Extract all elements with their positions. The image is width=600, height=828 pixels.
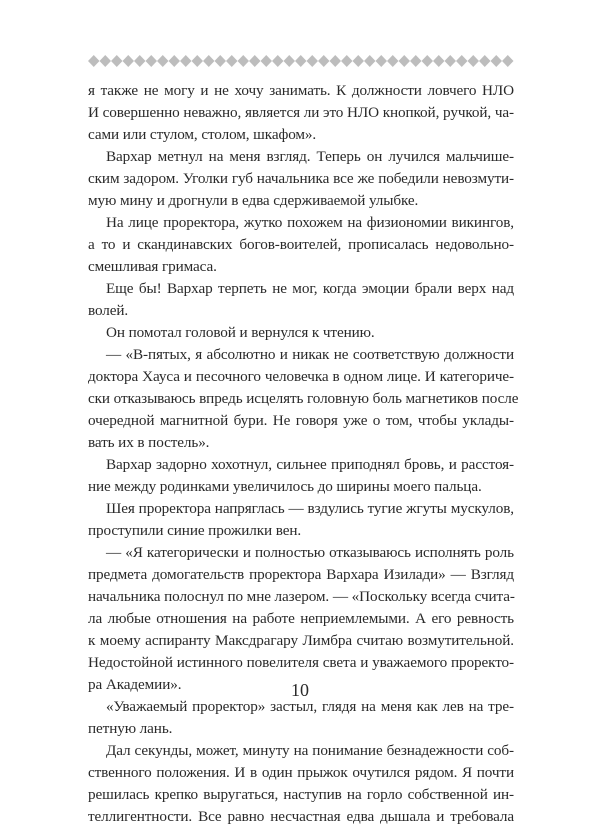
- ornament-triangle-down: [433, 61, 445, 67]
- text-line: смешливая гримаса.: [88, 258, 217, 275]
- ornament-triangle-down: [146, 61, 158, 67]
- ornament-triangle-down: [238, 61, 250, 67]
- text-line: очередной магнитной бури. Не говоря уже о том, чтобы уклады-: [88, 412, 514, 429]
- text-line: ственного положения. И в один прыжок очутился рядом. Я почти: [88, 764, 514, 781]
- ornament-triangle-down: [134, 61, 146, 67]
- text-line: я также не могу и не хочу занимать. К должности ловчего НЛО: [88, 82, 514, 99]
- ornament-triangle-up: [249, 55, 261, 61]
- ornament-triangle-down: [295, 61, 307, 67]
- decorative-zigzag-ornament: [88, 54, 514, 68]
- ornament-triangle-down: [456, 61, 468, 67]
- ornament-triangle-up: [399, 55, 411, 61]
- ornament-triangle-down: [330, 61, 342, 67]
- text-line: — «В-пятых, я абсолютно и никак не соответствую должности: [106, 346, 514, 363]
- text-line: ла любые отношения на работе неприемлемыми. А его ревность: [88, 610, 514, 627]
- text-line: вать их в постель».: [88, 434, 210, 451]
- ornament-triangle-up: [192, 55, 204, 61]
- ornament-triangle-down: [100, 61, 112, 67]
- ornament-triangle-up: [169, 55, 181, 61]
- text-line: проступили синие прожилки вен.: [88, 522, 302, 539]
- ornament-triangle-up: [387, 55, 399, 61]
- ornament-triangle-up: [491, 55, 503, 61]
- ornament-triangle-down: [157, 61, 169, 67]
- ornament-triangle-up: [456, 55, 468, 61]
- text-line: ние между родинками увеличилось до ширины моего пальца.: [88, 478, 482, 495]
- ornament-triangle-up: [330, 55, 342, 61]
- ornament-triangle-down: [491, 61, 503, 67]
- ornament-triangle-up: [111, 55, 123, 61]
- text-line: И совершенно неважно, является ли это НЛО кнопкой, ручкой, ча-: [88, 104, 514, 121]
- ornament-triangle-up: [238, 55, 250, 61]
- ornament-triangle-up: [353, 55, 365, 61]
- text-line: Вархар задорно хохотнул, сильнее приподнял бровь, и расстоя-: [106, 456, 514, 473]
- ornament-triangle-up: [422, 55, 434, 61]
- text-line: — «Я категорически и полностью отказываюсь исполнять роль: [106, 544, 514, 561]
- ornament-triangle-up: [341, 55, 353, 61]
- ornament-triangle-up: [134, 55, 146, 61]
- ornament-triangle-down: [376, 61, 388, 67]
- ornament-triangle-up: [433, 55, 445, 61]
- ornament-triangle-down: [203, 61, 215, 67]
- ornament-triangle-up: [157, 55, 169, 61]
- ornament-triangle-down: [272, 61, 284, 67]
- ornament-triangle-up: [203, 55, 215, 61]
- ornament-triangle-up: [215, 55, 227, 61]
- text-line: а то и скандинавских богов-воителей, прописалась недовольно-: [88, 236, 514, 253]
- ornament-triangle-up: [146, 55, 158, 61]
- ornament-triangle-down: [341, 61, 353, 67]
- text-line: теллигентности. Все равно несчастная едва дышала и требовала: [88, 808, 514, 825]
- ornament-triangle-down: [445, 61, 457, 67]
- ornament-triangle-down: [502, 61, 514, 67]
- ornament-triangle-down: [192, 61, 204, 67]
- text-line: мую мину и дрогнули в едва сдерживаемой улыбке.: [88, 192, 419, 209]
- ornament-triangle-up: [445, 55, 457, 61]
- text-line: «Уважаемый проректор» застыл, глядя на меня как лев на тре-: [106, 698, 514, 715]
- text-line: Дал секунды, может, минуту на понимание безнадежности соб-: [106, 742, 514, 759]
- text-line: петную лань.: [88, 720, 173, 737]
- text-line: волей.: [88, 302, 129, 319]
- ornament-triangle-down: [318, 61, 330, 67]
- text-line: предмета домогательств проректора Вархара Изилади» — Взгляд: [88, 566, 514, 583]
- text-line: Вархар метнул на меня взгляд. Теперь он лучился мальчише-: [106, 148, 514, 165]
- ornament-triangle-up: [410, 55, 422, 61]
- ornament-triangle-up: [123, 55, 135, 61]
- text-line: Еще бы! Вархар терпеть не мог, когда эмоции брали верх над: [106, 280, 514, 297]
- ornament-triangle-down: [410, 61, 422, 67]
- ornament-triangle-down: [399, 61, 411, 67]
- text-line: к моему аспиранту Максдрагару Лимбра считаю возмутительной.: [88, 632, 514, 649]
- ornament-triangle-up: [226, 55, 238, 61]
- ornament-triangle-up: [468, 55, 480, 61]
- ornament-triangle-up: [376, 55, 388, 61]
- text-line: сами или стулом, столом, шкафом».: [88, 126, 317, 143]
- ornament-triangle-down: [422, 61, 434, 67]
- ornament-triangle-up: [364, 55, 376, 61]
- ornament-triangle-down: [88, 61, 100, 67]
- text-line: решилась крепко выругаться, наступив на горло собственной ин-: [88, 786, 514, 803]
- page-body-text: [88, 80, 519, 828]
- ornament-triangle-down: [123, 61, 135, 67]
- ornament-triangle-up: [502, 55, 514, 61]
- text-line: ски отказываюсь впредь исцелять головную боль магнетиков после: [88, 390, 519, 407]
- ornament-triangle-down: [111, 61, 123, 67]
- ornament-triangle-up: [100, 55, 112, 61]
- text-line: доктора Хауса и песочного человечка в одном лице. И категориче-: [88, 368, 514, 385]
- ornament-triangle-up: [479, 55, 491, 61]
- ornament-triangle-down: [180, 61, 192, 67]
- text-line: На лице проректора, жутко похожем на физиономии викингов,: [106, 214, 514, 231]
- ornament-triangle-down: [169, 61, 181, 67]
- text-line: Он помотал головой и вернулся к чтению.: [106, 324, 375, 341]
- ornament-triangle-down: [307, 61, 319, 67]
- ornament-triangle-down: [215, 61, 227, 67]
- text-line: ра Академии».: [88, 676, 182, 693]
- ornament-triangle-down: [353, 61, 365, 67]
- ornament-triangle-up: [261, 55, 273, 61]
- ornament-triangle-up: [318, 55, 330, 61]
- ornament-triangle-down: [261, 61, 273, 67]
- ornament-triangle-down: [479, 61, 491, 67]
- ornament-triangle-up: [272, 55, 284, 61]
- ornament-triangle-up: [307, 55, 319, 61]
- ornament-triangle-up: [295, 55, 307, 61]
- ornament-triangle-up: [180, 55, 192, 61]
- ornament-triangle-up: [88, 55, 100, 61]
- text-line: Шея проректора напряглась — вздулись тугие жгуты мускулов,: [106, 500, 514, 517]
- text-line: начальника полоснул по мне лазером. — «Поскольку всегда счита-: [88, 588, 515, 605]
- ornament-triangle-down: [226, 61, 238, 67]
- text-line: Недостойной истинного повелителя света и уважаемого проректо-: [88, 654, 514, 671]
- ornament-triangle-down: [364, 61, 376, 67]
- ornament-triangle-down: [387, 61, 399, 67]
- ornament-triangle-up: [284, 55, 296, 61]
- ornament-triangle-down: [284, 61, 296, 67]
- ornament-triangle-down: [468, 61, 480, 67]
- ornament-triangle-down: [249, 61, 261, 67]
- text-line: ским задором. Уголки губ начальника все же победили невозмути-: [88, 170, 514, 187]
- page-number: 10: [291, 680, 309, 700]
